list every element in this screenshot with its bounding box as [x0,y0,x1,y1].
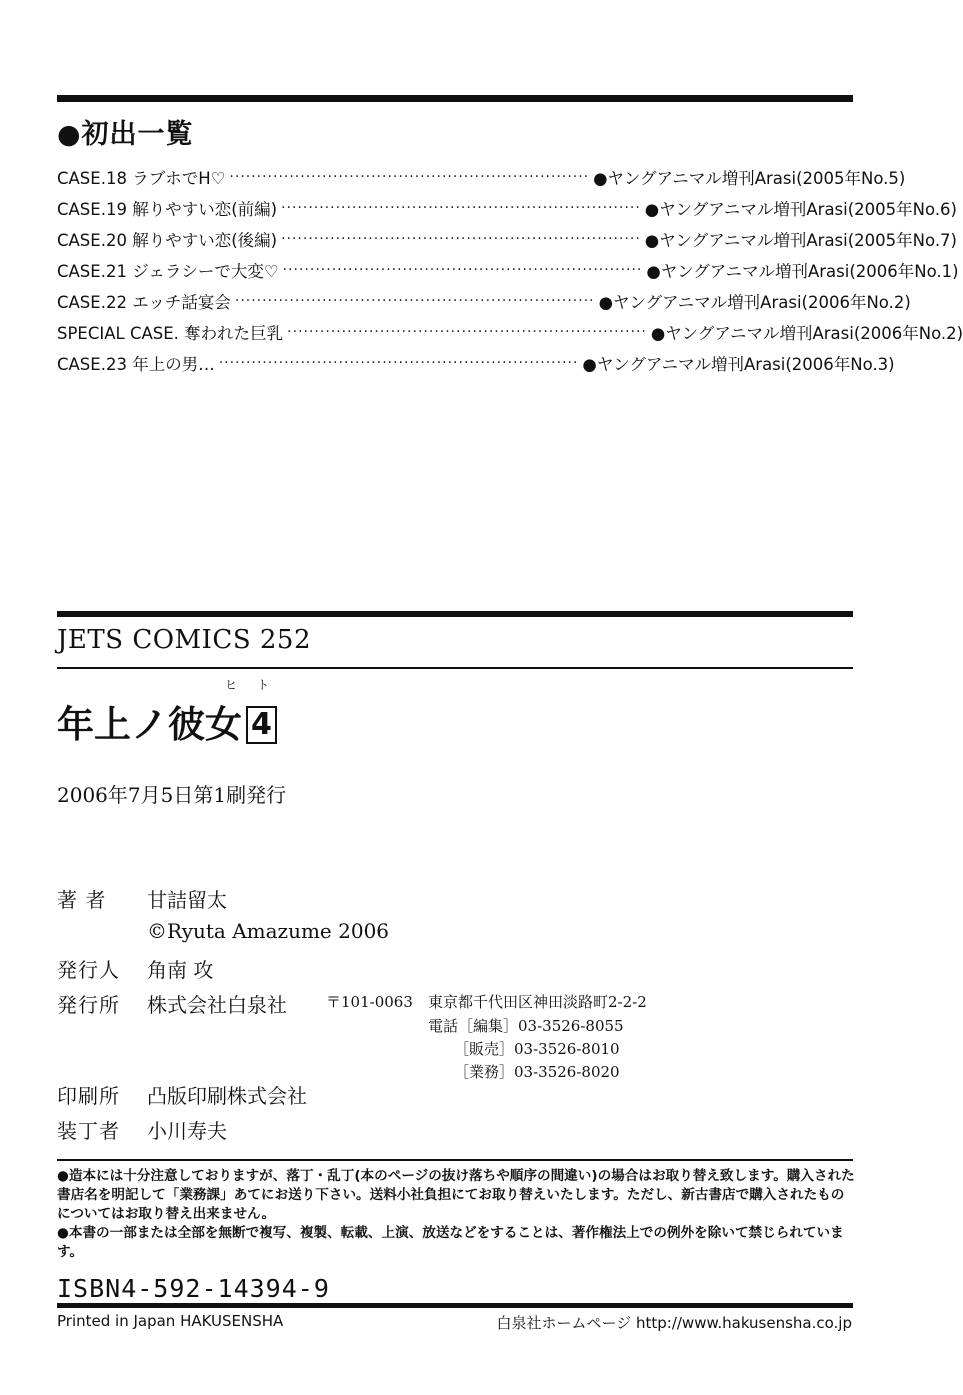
section-title: ●初出一覧 [57,119,194,150]
leader-dots: ·································································· [229,168,590,185]
source: ●ヤングアニマル増刊Arasi(2006年No.2) [598,292,911,312]
homepage-link[interactable]: 白泉社ホームページ http://www.hakusensha.co.jp [496,1314,852,1332]
colophon-top-rule [57,611,853,617]
footer-rule [57,1303,853,1308]
phone-sales: ［販売］03-3526-8010 [454,1040,620,1058]
series-underline [57,667,853,669]
volume-number: 4 [246,706,277,744]
leader-dots: ·································································· [287,324,647,341]
case-title: SPECIAL CASE. 奪われた巨乳 [57,324,284,344]
case-title: CASE.19 解りやすい恋(前編) [57,199,278,219]
notice-top-rule [57,1159,853,1161]
source: ●ヤングアニマル増刊Arasi(2005年No.5) [593,168,906,188]
printer-label: 印刷所 [57,1084,120,1108]
designer-label: 装丁者 [57,1119,120,1143]
author-label: 著 者 [57,888,107,912]
author-name: 甘詰留太 [147,888,227,912]
publish-date: 2006年7月5日第1刷発行 [57,783,287,807]
case-title: CASE.21 ジェラシーで大変♡ [57,261,279,281]
leader-dots: ·································································· [234,292,595,309]
legal-notice [57,1167,857,1262]
leader-dots: ·································································· [281,230,641,247]
title-ruby: ヒト [225,678,290,692]
series-label: JETS COMICS 252 [57,625,312,655]
phone-business: ［業務］03-3526-8020 [454,1063,620,1081]
list-item [57,192,957,223]
printer-name: 凸版印刷株式会社 [147,1084,307,1108]
source: ●ヤングアニマル増刊Arasi(2006年No.3) [582,355,895,375]
publisher-name: 株式会社白泉社 [147,993,287,1017]
list-item [57,316,963,347]
list-item [57,348,895,379]
notice-paragraph: ●本書の一部または全部を無断で複写、複製、転載、上演、放送などをすることは、著作権法上での例外を除いて禁じられています。 [57,1225,844,1260]
address: 東京都千代田区神田淡路町2-2-2 [428,993,647,1011]
book-title-text: 年上ノ彼女 [57,703,242,746]
source: ●ヤングアニマル増刊Arasi(2005年No.7) [644,230,957,250]
leader-dots: ·································································· [282,261,643,278]
source: ●ヤングアニマル増刊Arasi(2005年No.6) [644,199,957,219]
case-title: CASE.22 エッチ話宴会 [57,292,231,312]
notice-paragraph: ●造本には十分注意しておりますが、落丁・乱丁(本のページの抜け落ちや順序の間違い)の場合はお取り替え致します。購入された書店名を明記して「業務課」あてにお送り下さい。送料小社負担にてお取り替えいたします。ただし、新古書店で購入されたものについてはお取り替え出来ません。 [57,1168,855,1222]
list-item [57,223,957,254]
list-item [57,161,906,192]
isbn: ISBN4-592-14394-9 [57,1274,330,1303]
source: ●ヤングアニマル増刊Arasi(2006年No.1) [646,261,959,281]
list-item [57,285,911,316]
top-rule [57,95,853,102]
case-title: CASE.18 ラブホでH♡ [57,168,226,188]
copyright: ©Ryuta Amazume 2006 [147,919,390,943]
printed-in: Printed in Japan HAKUSENSHA [57,1312,284,1330]
publisher-person: 角南 攻 [147,958,214,982]
source: ●ヤングアニマル増刊Arasi(2006年No.2) [650,324,963,344]
list-item [57,254,959,285]
leader-dots: ·································································· [281,199,641,216]
leader-dots: ·································································· [218,355,579,372]
book-title [57,694,277,748]
first-appearance-list [57,161,963,379]
case-title: CASE.23 年上の男… [57,355,215,375]
phone-editorial: 電話［編集］03-3526-8055 [428,1017,624,1035]
postal-code: 〒101-0063 [326,993,413,1011]
publisher-label: 発行所 [57,993,120,1017]
publisher-person-label: 発行人 [57,958,120,982]
designer-name: 小川寿夫 [147,1119,227,1143]
case-title: CASE.20 解りやすい恋(後編) [57,230,278,250]
